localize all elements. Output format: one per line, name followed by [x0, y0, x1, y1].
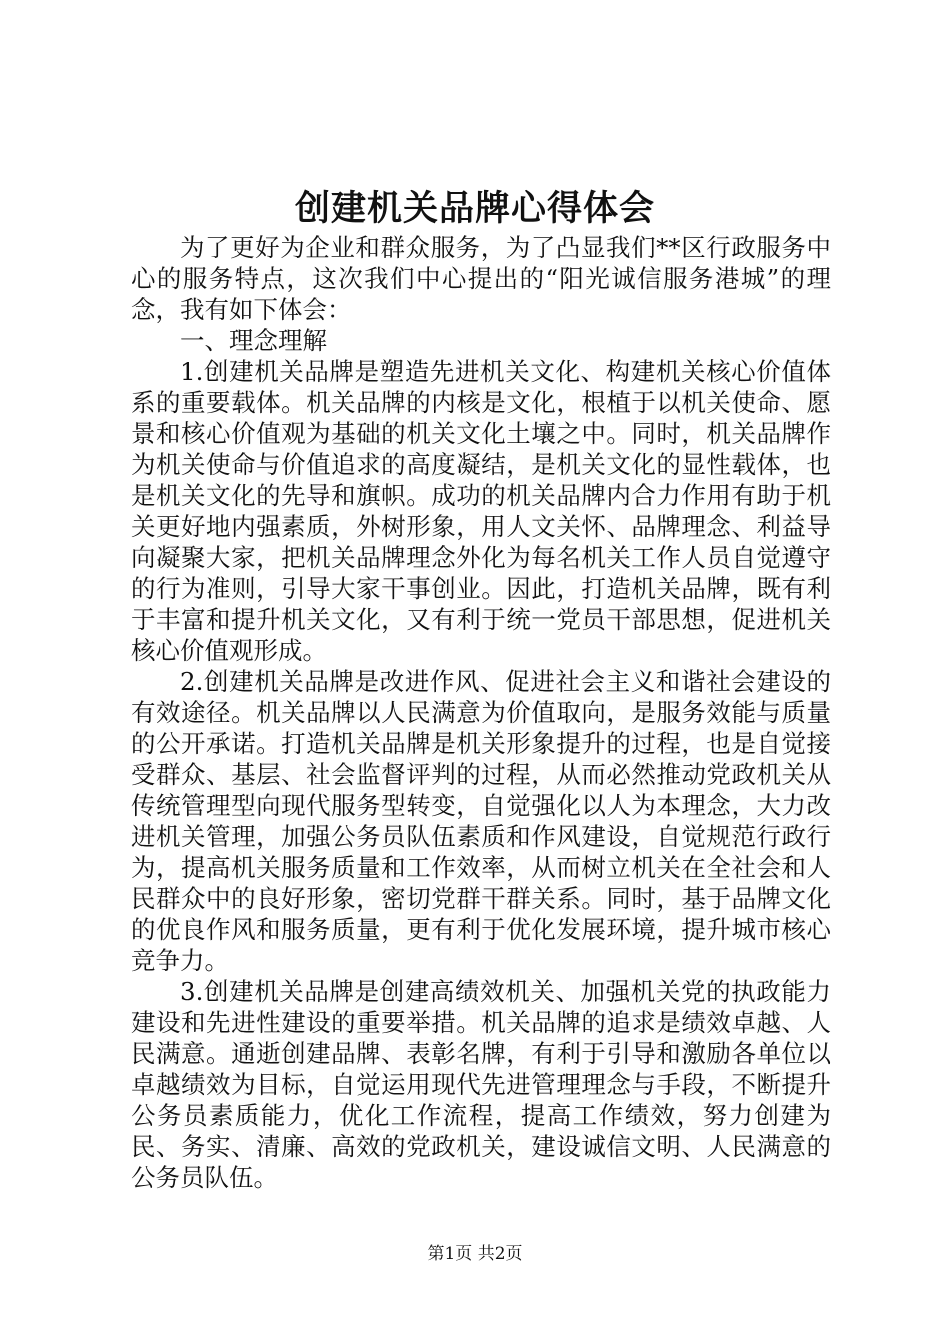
paragraph-2: 2.创建机关品牌是改进作风、促进社会主义和谐社会建设的有效途径。机关品牌以人民满意为价值取向，是服务效能与质量的公开承诺。打造机关品牌是机关形象提升的过程，也是自觉接受群众、基层、社会监督评判的过程，从而必然推动党政机关从传统管理型向现代服务型转变，自觉强化以人为本理念，大力改进机关管理，加强公务员队伍素质和作风建设，自觉规范行政行为，提高机关服务质量和工作效率，从而树立机关在全社会和人民群众中的良好形象，密切党群干群关系。同时，基于品牌文化的优良作风和服务质量，更有利于优化发展环境，提升城市核心竞争力。 [131, 667, 831, 975]
paragraph-1: 1.创建机关品牌是塑造先进机关文化、构建机关核心价值体系的重要载体。机关品牌的内核是文化，根植于以机关使命、愿景和核心价值观为基础的机关文化土壤之中。同时，机关品牌作为机关使命与价值追求的高度凝结，是机关文化的显性载体，也是机关文化的先导和旗帜。成功的机关品牌内合力作用有助于机关更好地内强素质，外树形象，用人文关怀、品牌理念、利益导向凝聚大家，把机关品牌理念外化为每名机关工作人员自觉遵守的行为准则，引导大家干事创业。因此，打造机关品牌，既有利于丰富和提升机关文化，又有利于统一党员干部思想，促进机关核心价值观形成。 [131, 357, 831, 665]
document-body [131, 232, 831, 1193]
page-footer: 第1页 共2页 [427, 1244, 523, 1264]
intro-paragraph: 为了更好为企业和群众服务，为了凸显我们**区行政服务中心的服务特点，这次我们中心提出的“阳光诚信服务港城”的理念，我有如下体会： [131, 233, 831, 324]
document-title: 创建机关品牌心得体会 [294, 188, 655, 229]
section-heading: 一、理念理解 [180, 326, 327, 355]
paragraph-3: 3.创建机关品牌是创建高绩效机关、加强机关党的执政能力建设和先进性建设的重要举措。机关品牌的追求是绩效卓越、人民满意。通逝创建品牌、表彰名牌，有利于引导和激励各单位以卓越绩效为目标，自觉运用现代先进管理理念与手段，不断提升公务员素质能力，优化工作流程，提高工作绩效，努力创建为民、务实、清廉、高效的党政机关，建设诚信文明、人民满意的公务员队伍。 [131, 977, 831, 1192]
